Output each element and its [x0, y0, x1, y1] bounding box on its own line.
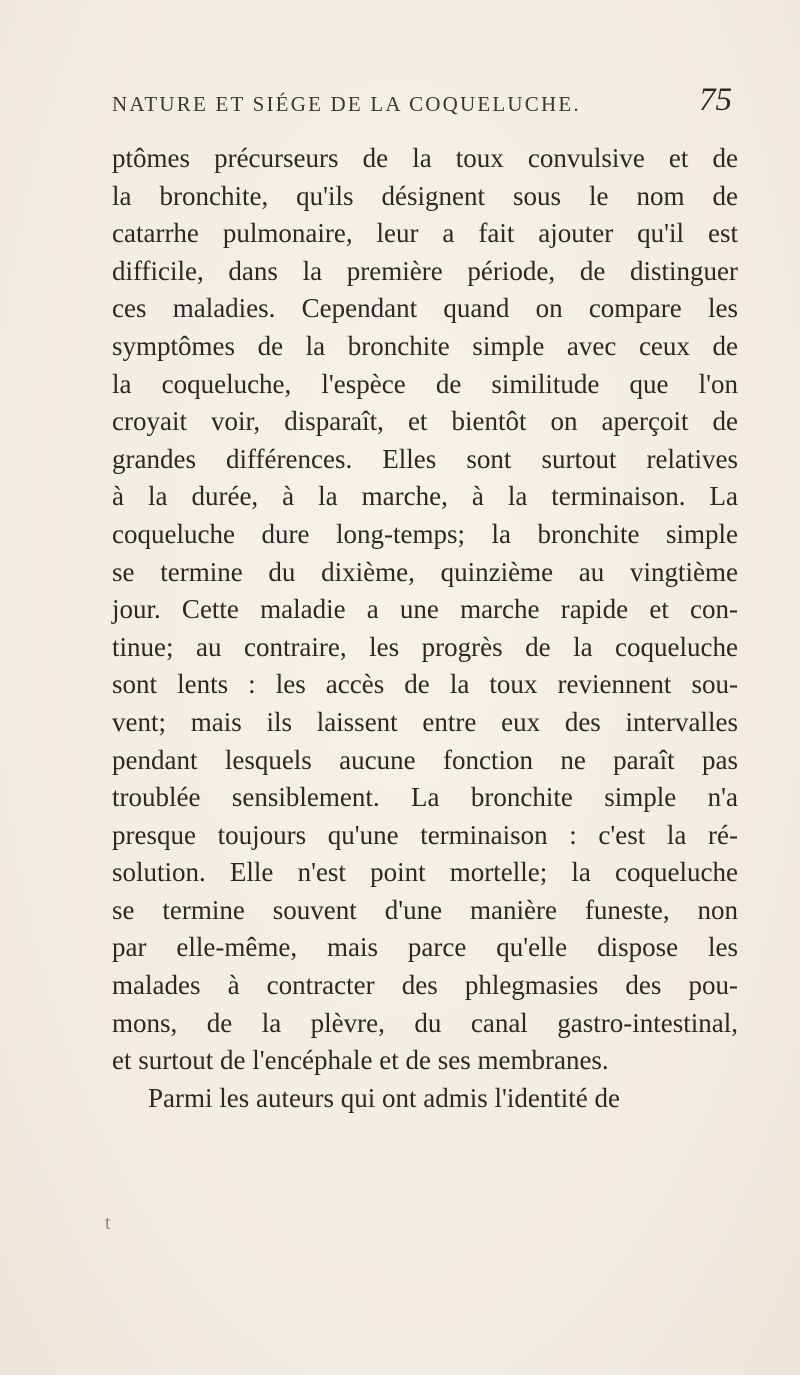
text-line: à la durée, à la marche, à la terminaison. La	[112, 481, 738, 512]
stray-mark: t	[105, 1212, 111, 1234]
text-line: tinue; au contraire, les progrès de la coqueluche	[112, 631, 738, 662]
text-line: par elle-même, mais parce qu'elle dispose les	[112, 932, 738, 963]
text-line: ptômes précurseurs de la toux convulsive et de	[112, 143, 738, 173]
running-title: NATURE ET SIÉGE DE LA COQUELUCHE.	[112, 92, 581, 116]
text-line: coqueluche dure long-temps; la bronchite simple	[112, 518, 738, 549]
text-line: se termine du dixième, quinzième au vingtième	[112, 556, 738, 587]
text-line: malades à contracter des phlegmasies des pou-	[112, 970, 738, 1001]
page-header	[112, 82, 732, 122]
text-line: ces maladies. Cependant quand on compare les	[112, 293, 738, 324]
text-line: la coqueluche, l'espèce de similitude que l'on	[112, 368, 738, 399]
text-line: sont lents : les accès de la toux reviennent sou-	[112, 669, 738, 700]
text-line: Parmi les auteurs qui ont admis l'identité de	[148, 1082, 621, 1113]
text-line: et surtout de l'encéphale et de ses membranes.	[112, 1045, 609, 1076]
text-line: difficile, dans la première période, de distinguer	[112, 255, 738, 286]
text-line: croyait voir, disparaît, et bientôt on aperçoit de	[112, 406, 738, 437]
text-line: presque toujours qu'une terminaison : c'est la ré-	[112, 819, 738, 850]
body-text	[112, 140, 738, 1117]
page-number: 75	[699, 82, 732, 118]
text-line: la bronchite, qu'ils désignent sous le nom de	[112, 180, 738, 211]
text-line: vent; mais ils laissent entre eux des intervalles	[112, 706, 738, 737]
text-line: mons, de la plèvre, du canal gastro-intestinal,	[112, 1007, 738, 1038]
text-line: catarrhe pulmonaire, leur a fait ajouter qu'il est	[112, 218, 738, 249]
text-line: pendant lesquels aucune fonction ne paraît pas	[112, 744, 738, 775]
text-line: jour. Cette maladie a une marche rapide et con-	[112, 594, 738, 625]
text-line: solution. Elle n'est point mortelle; la coqueluche	[112, 857, 738, 888]
text-line: se termine souvent d'une manière funeste, non	[112, 894, 738, 925]
text-line: grandes différences. Elles sont surtout relatives	[112, 443, 738, 474]
text-line: symptômes de la bronchite simple avec ceux de	[112, 330, 738, 361]
text-line: troublée sensiblement. La bronchite simple n'a	[112, 782, 738, 813]
